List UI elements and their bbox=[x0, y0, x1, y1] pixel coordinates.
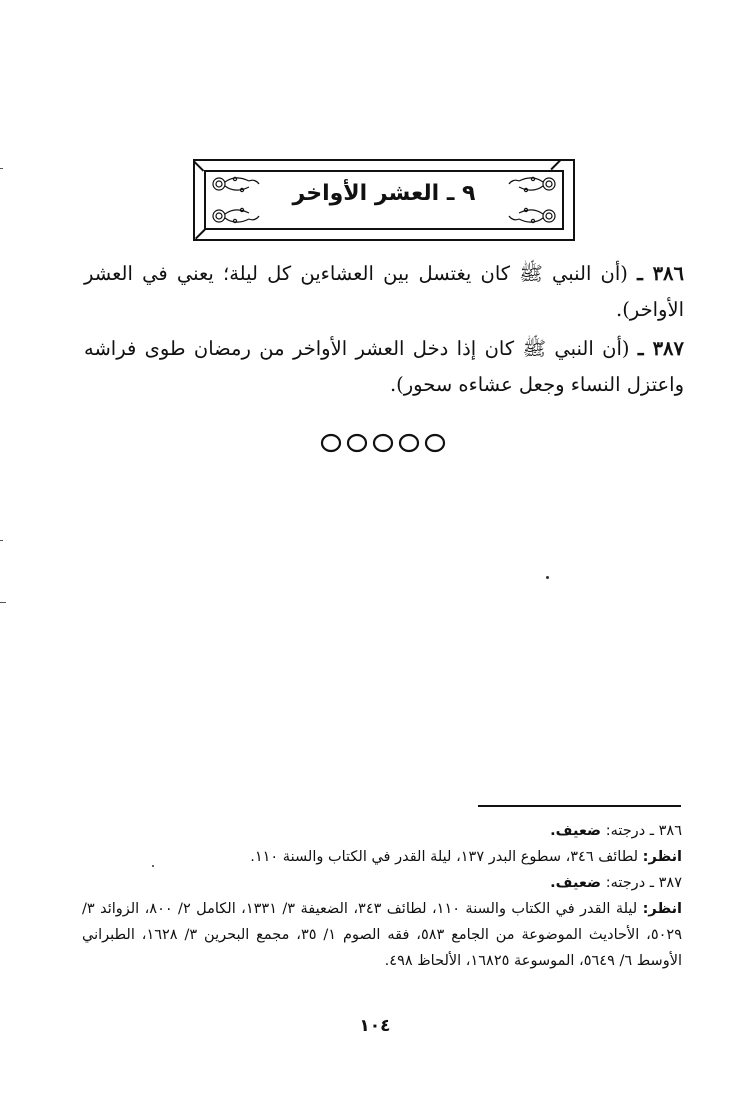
footnote-refs: ليلة القدر في الكتاب والسنة ١١٠، لطائف ٣٤٣، الضعيفة ٣/ ١٣٣١، الكامل ٢/ ٨٠٠، الزوائد ٣/ ٥٠٢٩، الأحاديث الموضوعة من الجامع ٥٨٣، فقه الصوم ١/ ٣٥، مجمع البحرين ٣/ ١٦٢٨، الطبراني الأوسط ٦/ ٥٦٤٩، الموسوعة ١٦٨٢٥، الألحاظ ٤٩٨. bbox=[82, 901, 683, 969]
frame-corner-line bbox=[194, 161, 204, 171]
entry-number: ٣٨٧ ـ bbox=[637, 337, 684, 360]
scan-edge-mark bbox=[0, 602, 6, 603]
footnotes bbox=[82, 818, 682, 974]
floral-ornament-icon bbox=[209, 205, 261, 227]
hadith-entry-386 bbox=[84, 256, 684, 328]
entry-number: ٣٨٦ ـ bbox=[637, 262, 684, 285]
footnote-grade-prefix: ٣٨٧ ـ درجته: bbox=[605, 875, 682, 891]
footnote-386-refs bbox=[82, 844, 682, 870]
footnote-separator-rule bbox=[478, 805, 681, 807]
five-rings-icon bbox=[318, 432, 448, 454]
entry-text: (أن النبي ﷺ كان إذا دخل العشر الأواخر من رمضان طوى فراشه واعتزل النساء وجعل عشاءه سحور). bbox=[84, 337, 684, 396]
scan-speck bbox=[152, 865, 154, 867]
footnote-refs-label: انظر: bbox=[642, 901, 682, 917]
scan-edge-mark bbox=[0, 540, 3, 541]
hadith-entry-387 bbox=[84, 331, 684, 403]
floral-ornament-icon bbox=[507, 205, 559, 227]
chapter-title-frame bbox=[193, 159, 575, 241]
scan-edge-mark bbox=[0, 168, 3, 169]
footnote-grade: ضعيف. bbox=[550, 875, 602, 891]
footnote-grade: ضعيف. bbox=[550, 823, 602, 839]
footnote-386-grade bbox=[82, 818, 682, 844]
footnote-refs: لطائف ٣٤٦، سطوع البدر ١٣٧، ليلة القدر في الكتاب والسنة ١١٠. bbox=[250, 849, 639, 865]
entry-text: (أن النبي ﷺ كان يغتسل بين العشاءين كل ليلة؛ يعني في العشر الأواخر). bbox=[84, 262, 684, 321]
footnote-387-refs bbox=[82, 896, 682, 974]
frame-corner-line bbox=[551, 160, 561, 170]
footnote-387-grade bbox=[82, 870, 682, 896]
scan-speck bbox=[546, 576, 549, 579]
footnote-refs-label: انظر: bbox=[642, 849, 682, 865]
page-number: ١٠٤ bbox=[359, 1016, 391, 1036]
footnote-grade-prefix: ٣٨٦ ـ درجته: bbox=[605, 823, 682, 839]
frame-corner-line bbox=[195, 228, 205, 238]
chapter-title: ٩ ـ العشر الأواخر bbox=[292, 181, 476, 206]
